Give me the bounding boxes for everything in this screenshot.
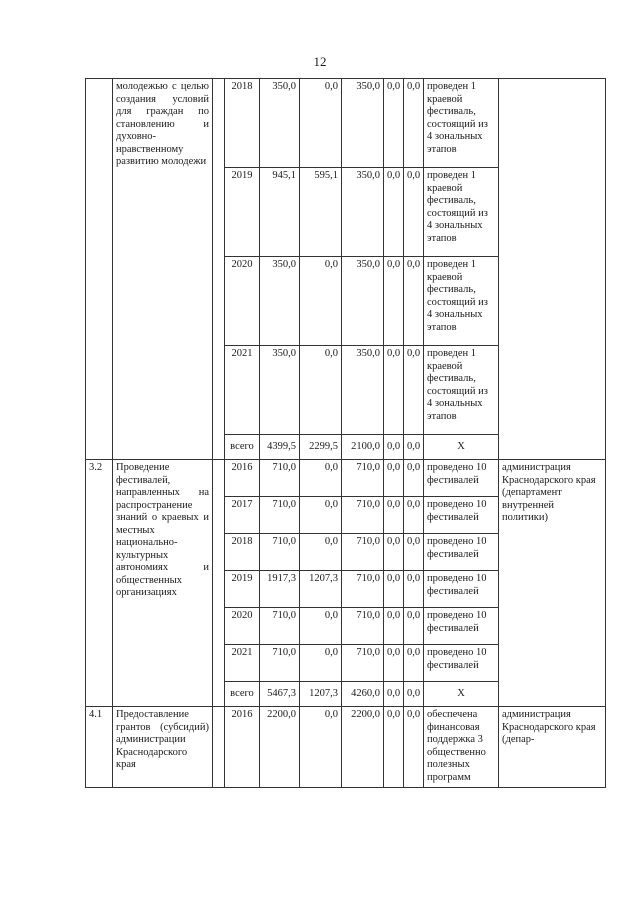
- result-cell: проведено 10 фестивалей: [424, 645, 499, 682]
- regional-cell: 350,0: [342, 257, 384, 346]
- total-cell: 710,0: [260, 497, 300, 534]
- program-table: [85, 78, 606, 788]
- local-cell: 0,0: [384, 571, 404, 608]
- federal-cell: 0,0: [300, 257, 342, 346]
- extra-cell: 0,0: [404, 534, 424, 571]
- total-cell: 350,0: [260, 346, 300, 435]
- extra-cell: 0,0: [404, 346, 424, 435]
- total-cell: 710,0: [260, 645, 300, 682]
- federal-cell: 595,1: [300, 168, 342, 257]
- extra-cell: 0,0: [404, 168, 424, 257]
- regional-cell: 2200,0: [342, 707, 384, 788]
- table-row: [86, 79, 606, 168]
- responsible-cell: администрация Краснодарского края (департамент внутренней политики): [499, 460, 606, 707]
- year-cell: 2021: [225, 346, 260, 435]
- total-cell: 4399,5: [260, 435, 300, 460]
- regional-cell: 710,0: [342, 460, 384, 497]
- extra-cell: 0,0: [404, 571, 424, 608]
- total-cell: 2200,0: [260, 707, 300, 788]
- extra-cell: 0,0: [404, 707, 424, 788]
- total-cell: 710,0: [260, 460, 300, 497]
- extra-cell: 0,0: [404, 497, 424, 534]
- local-cell: 0,0: [384, 257, 404, 346]
- extra-cell: 0,0: [404, 682, 424, 707]
- blank-cell: [213, 79, 225, 460]
- result-cell: проведено 10 фестивалей: [424, 571, 499, 608]
- total-cell: 5467,3: [260, 682, 300, 707]
- total-label: всего: [225, 682, 260, 707]
- extra-cell: 0,0: [404, 645, 424, 682]
- result-cell: проведен 1 краевой фестиваль, состоящий из 4 зональных этапов: [424, 79, 499, 168]
- local-cell: 0,0: [384, 497, 404, 534]
- result-cell: обеспечена финансовая поддержка 3 общественно полезных программ: [424, 707, 499, 788]
- section-name: Предоставление грантов (субсидий) администрации Краснодарского края: [113, 707, 213, 788]
- regional-cell: 710,0: [342, 497, 384, 534]
- year-cell: 2020: [225, 257, 260, 346]
- page-number: 12: [313, 54, 327, 69]
- local-cell: 0,0: [384, 168, 404, 257]
- year-cell: 2018: [225, 79, 260, 168]
- local-cell: 0,0: [384, 534, 404, 571]
- regional-cell: 350,0: [342, 79, 384, 168]
- regional-cell: 710,0: [342, 534, 384, 571]
- result-cell: проведено 10 фестивалей: [424, 608, 499, 645]
- section-number: [86, 79, 113, 460]
- local-cell: 0,0: [384, 460, 404, 497]
- federal-cell: 2299,5: [300, 435, 342, 460]
- year-cell: 2016: [225, 707, 260, 788]
- result-cell: X: [424, 682, 499, 707]
- total-cell: 1917,3: [260, 571, 300, 608]
- federal-cell: 0,0: [300, 460, 342, 497]
- federal-cell: 1207,3: [300, 571, 342, 608]
- total-cell: 350,0: [260, 79, 300, 168]
- responsible-cell: администрация Краснодарского края (депар-: [499, 707, 606, 788]
- result-cell: проведено 10 фестивалей: [424, 497, 499, 534]
- regional-cell: 4260,0: [342, 682, 384, 707]
- total-label: всего: [225, 435, 260, 460]
- result-cell: проведен 1 краевой фестиваль, состоящий из 4 зональных этапов: [424, 257, 499, 346]
- table-row: [86, 460, 606, 497]
- total-cell: 350,0: [260, 257, 300, 346]
- section-number: 3.2: [86, 460, 113, 707]
- federal-cell: 1207,3: [300, 682, 342, 707]
- regional-cell: 350,0: [342, 346, 384, 435]
- year-cell: 2018: [225, 534, 260, 571]
- year-cell: 2019: [225, 571, 260, 608]
- local-cell: 0,0: [384, 707, 404, 788]
- year-cell: 2021: [225, 645, 260, 682]
- year-cell: 2019: [225, 168, 260, 257]
- section-name: молодежью с целью создания условий для граждан по становлению и духовно-нравственному развитию молодежи: [113, 79, 213, 460]
- federal-cell: 0,0: [300, 608, 342, 645]
- local-cell: 0,0: [384, 346, 404, 435]
- regional-cell: 710,0: [342, 571, 384, 608]
- federal-cell: 0,0: [300, 346, 342, 435]
- result-cell: проведен 1 краевой фестиваль, состоящий из 4 зональных этапов: [424, 346, 499, 435]
- federal-cell: 0,0: [300, 79, 342, 168]
- extra-cell: 0,0: [404, 460, 424, 497]
- regional-cell: 710,0: [342, 645, 384, 682]
- local-cell: 0,0: [384, 645, 404, 682]
- result-cell: X: [424, 435, 499, 460]
- total-cell: 710,0: [260, 608, 300, 645]
- federal-cell: 0,0: [300, 707, 342, 788]
- extra-cell: 0,0: [404, 79, 424, 168]
- local-cell: 0,0: [384, 682, 404, 707]
- regional-cell: 2100,0: [342, 435, 384, 460]
- extra-cell: 0,0: [404, 435, 424, 460]
- section-number: 4.1: [86, 707, 113, 788]
- blank-cell: [213, 460, 225, 707]
- federal-cell: 0,0: [300, 497, 342, 534]
- result-cell: проведен 1 краевой фестиваль, состоящий из 4 зональных этапов: [424, 168, 499, 257]
- regional-cell: 350,0: [342, 168, 384, 257]
- local-cell: 0,0: [384, 79, 404, 168]
- table-row: [86, 707, 606, 788]
- result-cell: проведено 10 фестивалей: [424, 460, 499, 497]
- local-cell: 0,0: [384, 435, 404, 460]
- federal-cell: 0,0: [300, 645, 342, 682]
- section-name: Проведение фестивалей, направленных на распространение знаний о краевых и местных национально-культурных автономиях и общественных организациях: [113, 460, 213, 707]
- year-cell: 2016: [225, 460, 260, 497]
- regional-cell: 710,0: [342, 608, 384, 645]
- blank-cell: [213, 707, 225, 788]
- federal-cell: 0,0: [300, 534, 342, 571]
- extra-cell: 0,0: [404, 608, 424, 645]
- total-cell: 710,0: [260, 534, 300, 571]
- responsible-cell: [499, 79, 606, 460]
- total-cell: 945,1: [260, 168, 300, 257]
- year-cell: 2020: [225, 608, 260, 645]
- year-cell: 2017: [225, 497, 260, 534]
- extra-cell: 0,0: [404, 257, 424, 346]
- result-cell: проведено 10 фестивалей: [424, 534, 499, 571]
- local-cell: 0,0: [384, 608, 404, 645]
